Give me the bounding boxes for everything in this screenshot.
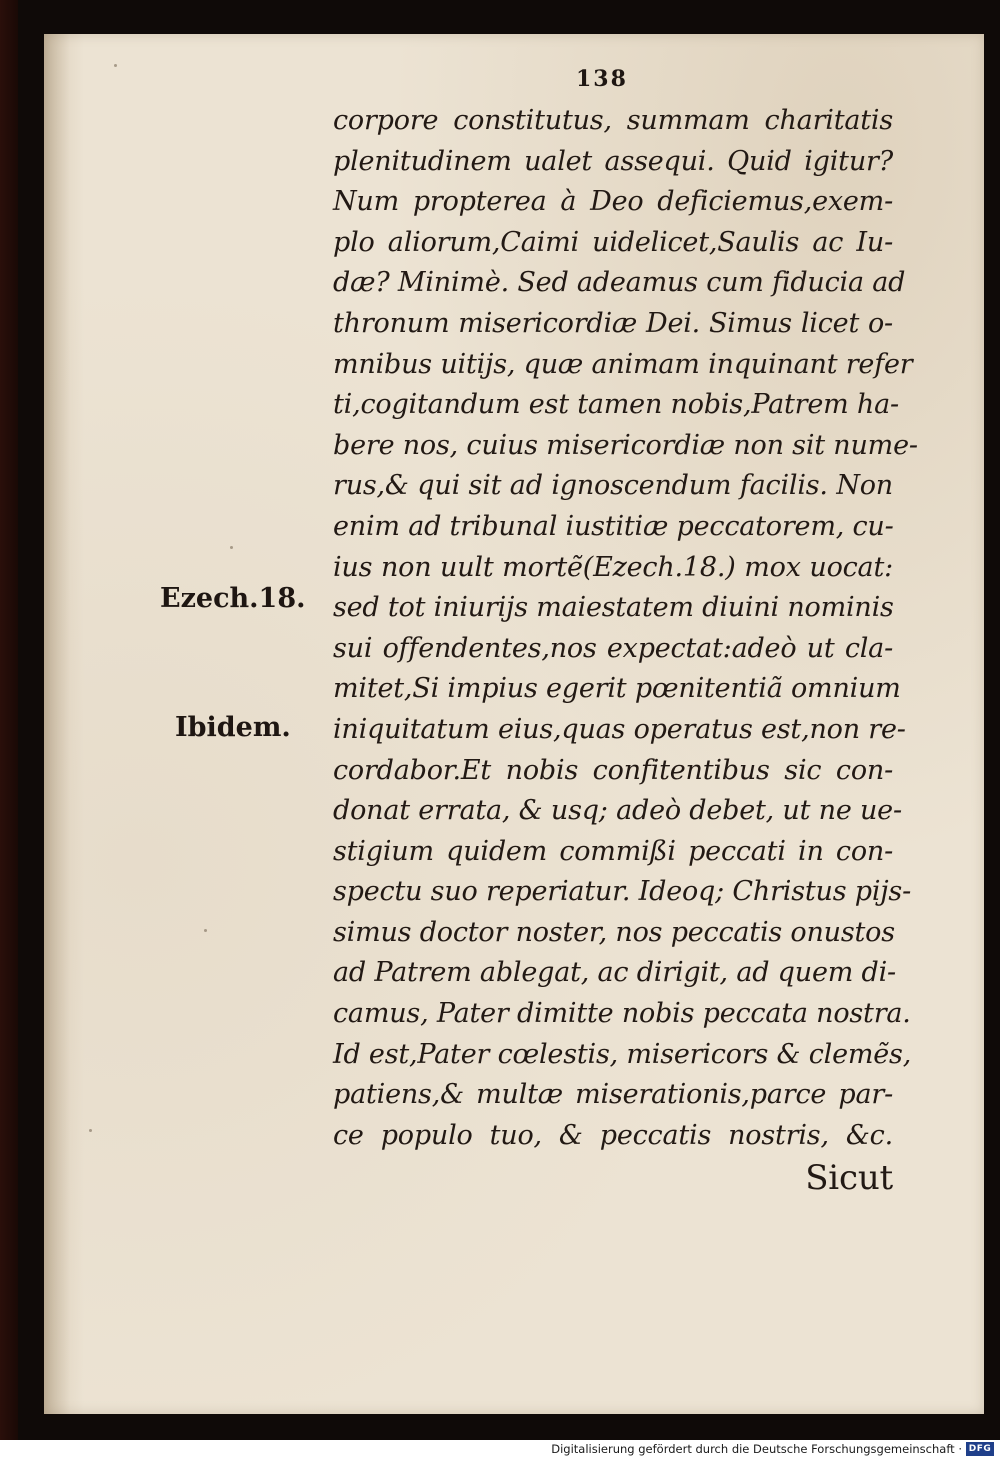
text-line: mitet,Si impius egerit pœnitentiã omnium <box>333 673 901 705</box>
text-line: iniquitatum eius,quas operatus est,non re- <box>333 713 906 745</box>
text-line: Id est,Pater cœlestis, misericors & clemẽs, <box>333 1038 912 1070</box>
margin-note-ezech: Ezech.18. <box>160 583 306 614</box>
funding-credit: Digitalisierung gefördert durch die Deutsche Forschungsgemeinschaft · <box>551 1442 962 1456</box>
text-line: sed tot iniurijs maiestatem diuini nominis <box>333 592 894 624</box>
paper-speck <box>114 64 117 67</box>
text-line: mnibus uitijs, quæ animam inquinant refer <box>333 348 913 380</box>
page-number: 138 <box>576 66 628 92</box>
text-line: donat errata, & usq; adeò debet, ut ne ue- <box>333 795 902 827</box>
text-line: plo aliorum,Caimi uidelicet,Saulis ac Iu- <box>333 226 893 258</box>
text-line: stigium quidem commißi peccati in con- <box>333 835 893 867</box>
paper-speck <box>230 546 233 549</box>
text-line: Num propterea à Deo deficiemus,exem- <box>333 186 893 218</box>
text-line: rus,& qui sit ad ignoscendum facilis. Non <box>333 470 893 502</box>
text-line: bere nos, cuius misericordiæ non sit nume- <box>333 429 918 461</box>
text-line: ti,cogitandum est tamen nobis,Patrem ha- <box>333 389 899 421</box>
text-line: enim ad tribunal iustitiæ peccatorem, cu- <box>333 510 894 542</box>
paper-speck <box>204 929 207 932</box>
page-fold-shadow <box>44 34 70 1414</box>
text-line: camus, Pater dimitte nobis peccata nostra. <box>333 998 911 1030</box>
text-line: ce populo tuo, & peccatis nostris, &c. <box>333 1119 893 1151</box>
text-line: patiens,& multæ miserationis,parce par- <box>333 1079 893 1111</box>
text-line: spectu suo reperiatur. Ideoq; Christus pijs- <box>333 876 912 908</box>
text-line: dæ? Minimè. Sed adeamus cum fiducia ad <box>333 267 906 299</box>
text-line: sui offendentes,nos expectat:adeò ut cla- <box>333 632 893 664</box>
text-line: ad Patrem ablegat, ac dirigit, ad quem di- <box>333 957 896 989</box>
text-line: thronum misericordiæ Dei. Simus licet o- <box>333 307 893 339</box>
text-line: plenitudinem ualet assequi. Quid igitur? <box>333 145 893 177</box>
text-line: ius non uult mortẽ(Ezech.18.) mox uocat: <box>333 551 893 583</box>
text-line: simus doctor noster, nos peccatis onustos <box>333 916 895 948</box>
footer-bar <box>0 1440 1000 1459</box>
text-line: cordabor.Et nobis confitentibus sic con- <box>333 754 893 786</box>
book-spine-edge <box>0 0 18 1440</box>
body-text <box>333 101 918 1200</box>
paper-speck <box>89 1129 92 1132</box>
text-line: corpore constitutus, summam charitatis <box>333 105 893 136</box>
dfg-logo: DFG <box>966 1442 994 1456</box>
catchword: Sicut <box>805 1158 893 1199</box>
margin-note-ibidem: Ibidem. <box>175 712 291 743</box>
